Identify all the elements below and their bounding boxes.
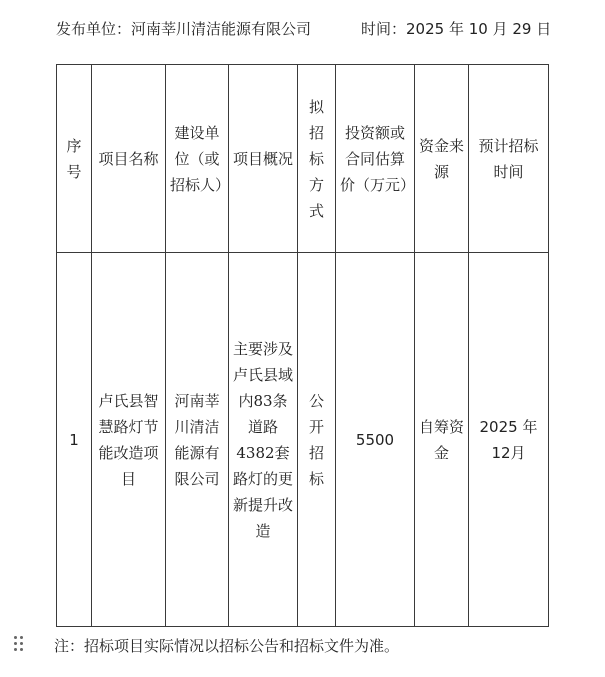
- table-row: [57, 253, 549, 627]
- publish-date: 时间：2025 年 10 月 29 日: [361, 20, 552, 38]
- header-method: 拟招标方式: [298, 65, 336, 253]
- header-amount: 投资额或合同估算价（万元）: [336, 65, 415, 253]
- footnote: 注：招标项目实际情况以招标公告和招标文件为准。: [54, 637, 400, 655]
- project-table: [56, 64, 549, 627]
- cell-time: 2025 年 12月: [469, 253, 549, 627]
- header-index: 序号: [57, 65, 92, 253]
- cell-funding: 自筹资金: [415, 253, 469, 627]
- cell-overview: [229, 253, 298, 627]
- cell-index: 1: [57, 253, 92, 627]
- header-time: 预计招标时间: [469, 65, 549, 253]
- table-header-row: [57, 65, 549, 253]
- drag-handle-icon[interactable]: [14, 636, 24, 654]
- cell-project-name: 卢氏县智慧路灯节能改造项目: [92, 253, 166, 627]
- overview-road-count: 83: [253, 391, 273, 410]
- cell-amount: 5500: [336, 253, 415, 627]
- overview-mid: 条道路: [247, 391, 288, 436]
- overview-lamp-count: 4382: [236, 443, 275, 462]
- publisher-label: 发布单位：河南莘川清洁能源有限公司: [56, 20, 312, 38]
- cell-method: 公开招标: [298, 253, 336, 627]
- cell-owner: 河南莘川清洁能源有限公司: [166, 253, 229, 627]
- overview-suffix: 套路灯的更新提升改造: [233, 443, 294, 540]
- overview-prefix: 主要涉及卢氏县域内: [233, 339, 294, 410]
- header-overview: 项目概况: [229, 65, 298, 253]
- header-funding: 资金来源: [415, 65, 469, 253]
- header-project-name: 项目名称: [92, 65, 166, 253]
- header-owner: 建设单位（或招标人）: [166, 65, 229, 253]
